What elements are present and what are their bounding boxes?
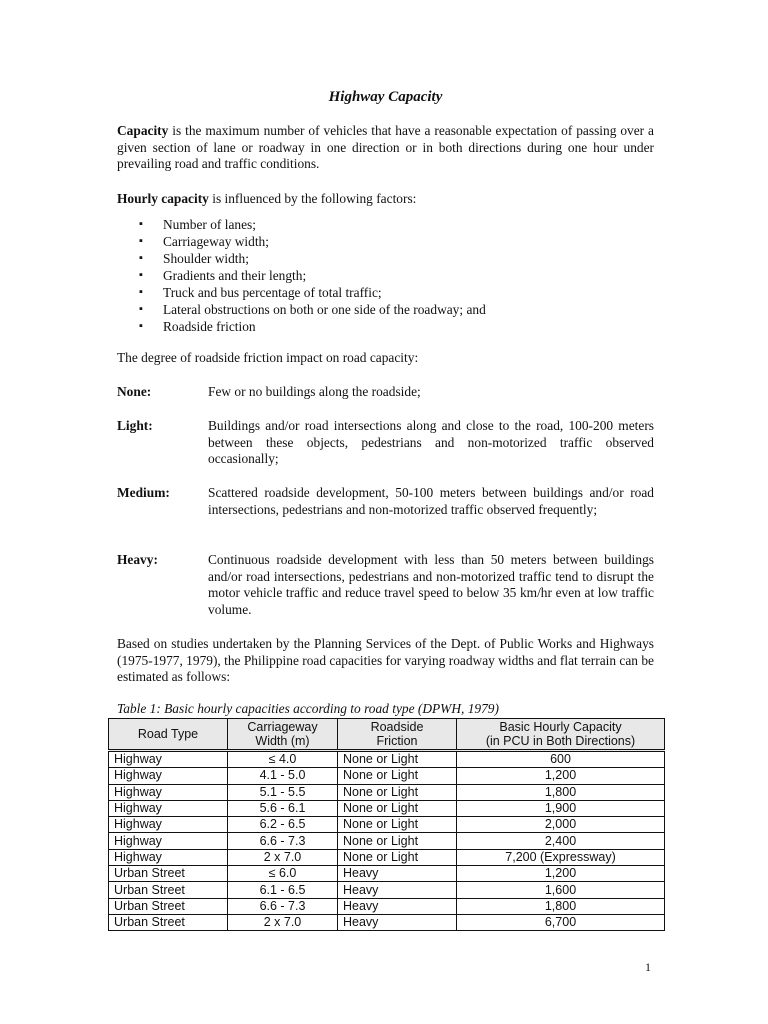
friction-intro: The degree of roadside friction impact on road capacity: — [117, 350, 419, 365]
cell-capacity: 1,800 — [457, 898, 665, 914]
studies-paragraph: Based on studies undertaken by the Planning Services of the Dept. of Public Works and Highways (1975-1977, 1979), the Philippine road capacities for varying roadway widths and flat terrain can be estimated as follows: — [117, 636, 654, 684]
list-item: ▪ Truck and bus percentage of total traffic; — [117, 284, 486, 301]
cell-road-type: Highway — [109, 768, 228, 784]
header-carriageway-width: Carriageway Width (m) — [228, 719, 338, 751]
cell-capacity: 1,200 — [457, 768, 665, 784]
friction-heavy — [117, 552, 654, 618]
hourly-capacity-text: is influenced by the following factors: — [208, 191, 417, 206]
cell-width: 6.1 - 6.5 — [228, 882, 338, 898]
friction-label: Light: — [117, 418, 153, 433]
list-item: ▪ Lateral obstructions on both or one side of the roadway; and — [117, 301, 486, 318]
friction-description: Few or no buildings along the roadside; — [208, 384, 421, 399]
friction-label: Medium: — [117, 485, 170, 500]
factors-list — [117, 216, 486, 335]
cell-friction: Heavy — [338, 898, 457, 914]
cell-width: 6.2 - 6.5 — [228, 817, 338, 833]
cell-width: ≤ 4.0 — [228, 751, 338, 768]
friction-description: Scattered roadside development, 50-100 meters between buildings and/or road intersections, pedestrians and non-motorized traffic observed frequently; — [208, 485, 654, 517]
cell-friction: None or Light — [338, 817, 457, 833]
table-row — [109, 833, 665, 849]
cell-capacity: 2,400 — [457, 833, 665, 849]
cell-width: 5.6 - 6.1 — [228, 800, 338, 816]
cell-capacity: 1,200 — [457, 866, 665, 882]
table-row — [109, 898, 665, 914]
list-item: ▪ Number of lanes; — [117, 216, 486, 233]
list-item: ▪ Carriageway width; — [117, 233, 486, 250]
table-row — [109, 784, 665, 800]
header-road-type: Road Type — [109, 719, 228, 751]
table-caption: Table 1: Basic hourly capacities according to road type (DPWH, 1979) — [117, 701, 499, 716]
table-row — [109, 849, 665, 865]
cell-road-type: Highway — [109, 849, 228, 865]
cell-road-type: Urban Street — [109, 882, 228, 898]
cell-friction: None or Light — [338, 800, 457, 816]
table-row — [109, 914, 665, 930]
cell-width: 4.1 - 5.0 — [228, 768, 338, 784]
cell-width: ≤ 6.0 — [228, 866, 338, 882]
friction-label: Heavy: — [117, 552, 158, 567]
cell-capacity: 7,200 (Expressway) — [457, 849, 665, 865]
friction-description: Continuous roadside development with less than 50 meters between buildings and/or road intersections, pedestrians and non-motorized traffic tend to disrupt the motor vehicle traffic and reduce travel speed to below 35 km/hr even at low traffic volume. — [208, 552, 654, 617]
cell-friction: None or Light — [338, 751, 457, 768]
cell-road-type: Urban Street — [109, 914, 228, 930]
cell-road-type: Urban Street — [109, 898, 228, 914]
cell-friction: Heavy — [338, 882, 457, 898]
friction-description: Buildings and/or road intersections along and close to the road, 100-200 meters between these objects, pedestrians and non-motorized traffic observed occasionally; — [208, 418, 654, 466]
table-row — [109, 800, 665, 816]
friction-light — [117, 418, 654, 468]
hourly-capacity-intro — [117, 191, 654, 208]
cell-friction: Heavy — [338, 914, 457, 930]
friction-label: None: — [117, 384, 152, 399]
cell-capacity: 1,900 — [457, 800, 665, 816]
header-roadside-friction: Roadside Friction — [338, 719, 457, 751]
cell-capacity: 600 — [457, 751, 665, 768]
cell-width: 5.1 - 5.5 — [228, 784, 338, 800]
cell-capacity: 2,000 — [457, 817, 665, 833]
cell-friction: None or Light — [338, 768, 457, 784]
capacity-table — [108, 718, 665, 931]
cell-road-type: Highway — [109, 800, 228, 816]
cell-road-type: Highway — [109, 784, 228, 800]
list-item: ▪ Shoulder width; — [117, 250, 486, 267]
page-title: Highway Capacity — [328, 89, 443, 105]
cell-width: 6.6 - 7.3 — [228, 833, 338, 849]
cell-friction: None or Light — [338, 784, 457, 800]
header-basic-hourly-capacity: Basic Hourly Capacity (in PCU in Both Directions) — [457, 719, 665, 751]
cell-width: 6.6 - 7.3 — [228, 898, 338, 914]
capacity-definition-text: is the maximum number of vehicles that have a reasonable expectation of passing over a given section of lane or roadway in one direction or in both directions during one hour under prevailing road and traffic conditions. — [117, 123, 654, 171]
cell-road-type: Highway — [109, 833, 228, 849]
friction-none — [117, 384, 654, 401]
list-item: ▪ Roadside friction — [117, 318, 486, 335]
table-row — [109, 751, 665, 768]
cell-road-type: Urban Street — [109, 866, 228, 882]
list-item: ▪ Gradients and their length; — [117, 267, 486, 284]
page-number: 1 — [645, 960, 651, 974]
cell-capacity: 1,800 — [457, 784, 665, 800]
cell-width: 2 x 7.0 — [228, 849, 338, 865]
friction-medium — [117, 485, 654, 518]
table-row — [109, 866, 665, 882]
cell-road-type: Highway — [109, 751, 228, 768]
cell-capacity: 6,700 — [457, 914, 665, 930]
cell-width: 2 x 7.0 — [228, 914, 338, 930]
capacity-definition — [117, 123, 654, 173]
hourly-capacity-term: Hourly capacity — [117, 191, 209, 206]
cell-capacity: 1,600 — [457, 882, 665, 898]
cell-friction: None or Light — [338, 849, 457, 865]
table-row — [109, 817, 665, 833]
capacity-term: Capacity — [117, 123, 169, 138]
cell-friction: Heavy — [338, 866, 457, 882]
table-header-row — [109, 719, 665, 751]
table-row — [109, 768, 665, 784]
cell-friction: None or Light — [338, 833, 457, 849]
table-row — [109, 882, 665, 898]
cell-road-type: Highway — [109, 817, 228, 833]
